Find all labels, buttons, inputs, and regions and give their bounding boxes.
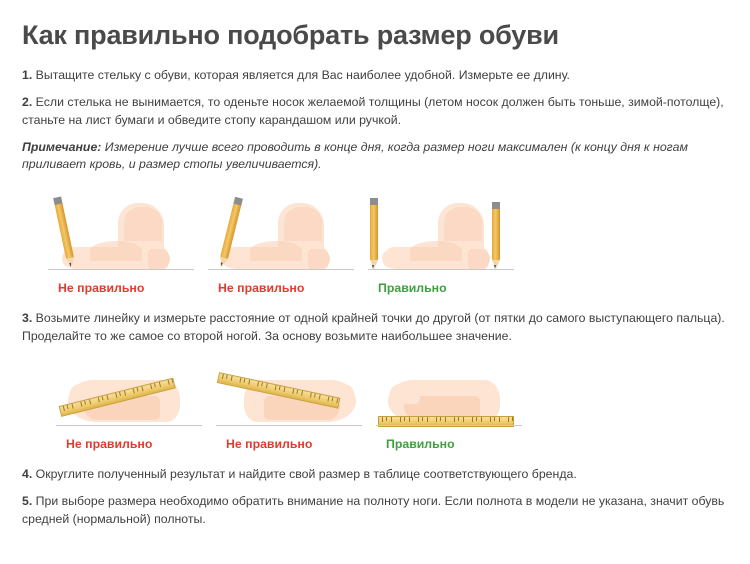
figure-caption: Правильно bbox=[378, 280, 447, 295]
step-5-number: 5. bbox=[22, 493, 33, 508]
ground-line bbox=[376, 425, 522, 426]
ground-line bbox=[208, 269, 354, 270]
step-3 bbox=[22, 310, 728, 346]
figure-row-pencil bbox=[22, 188, 728, 296]
figure-caption: Не правильно bbox=[218, 280, 305, 295]
figure-pencil-3 bbox=[364, 188, 524, 296]
step-1-number: 1. bbox=[22, 68, 33, 83]
ground-line bbox=[48, 269, 194, 270]
figure-pencil-1 bbox=[44, 188, 204, 296]
figure-ruler-3 bbox=[372, 360, 532, 452]
note bbox=[22, 139, 728, 175]
figure-ruler-2 bbox=[212, 360, 372, 452]
note-label: Примечание: bbox=[22, 139, 102, 154]
foot-side-icon bbox=[382, 211, 500, 269]
step-4 bbox=[22, 466, 728, 484]
step-2-number: 2. bbox=[22, 94, 33, 109]
figure-caption: Правильно bbox=[386, 436, 455, 451]
step-1-text: Вытащите стельку с обуви, которая является для Вас наиболее удобной. Измерьте ее длину. bbox=[32, 68, 570, 83]
figure-caption: Не правильно bbox=[226, 436, 313, 451]
figure-pencil-2 bbox=[204, 188, 364, 296]
foot-side-icon bbox=[222, 211, 340, 269]
page-title: Как правильно подобрать размер обуви bbox=[22, 20, 559, 50]
note-text: Измерение лучше всего проводить в конце дня, когда размер ноги максимален (к концу дня к ногам приливает кровь, и размер стопы увеличивается). bbox=[22, 139, 688, 172]
step-4-text: Округлите полученный результат и найдите свой размер в таблице соответствующего бренда. bbox=[32, 466, 577, 481]
step-5 bbox=[22, 493, 728, 529]
ground-line bbox=[368, 269, 514, 270]
foot-side-icon bbox=[62, 211, 180, 269]
ground-line bbox=[216, 425, 362, 426]
step-2-text: Если стелька не вынимается, то оденьте носок желаемой толщины (летом носок должен быть тоньше, зимой-потолще), станьте на лист бумаги и обведите стопу карандашом или ручкой. bbox=[22, 94, 724, 127]
figure-caption: Не правильно bbox=[58, 280, 145, 295]
pencil-icon bbox=[370, 198, 378, 260]
step-4-number: 4. bbox=[22, 466, 33, 481]
step-3-number: 3. bbox=[22, 311, 33, 326]
step-3-text: Возьмите линейку и измерьте расстояние от одной крайней точки до другой (от пятки до самого выступающего пальца). Проделайте то же самое со второй ногой. За основу возьмите наибольшее значение. bbox=[22, 311, 725, 344]
step-2 bbox=[22, 94, 728, 130]
step-1 bbox=[22, 67, 728, 85]
figure-caption: Не правильно bbox=[66, 436, 153, 451]
figure-row-ruler bbox=[22, 360, 728, 452]
figure-ruler-1 bbox=[52, 360, 212, 452]
pencil-icon bbox=[492, 202, 500, 260]
ground-line bbox=[56, 425, 202, 426]
closing-steps bbox=[22, 466, 728, 528]
step-5-text: При выборе размера необходимо обратить внимание на полноту ноги. Если полнота в модели не указана, значит обувь средней (нормальной) полноты. bbox=[22, 493, 725, 526]
